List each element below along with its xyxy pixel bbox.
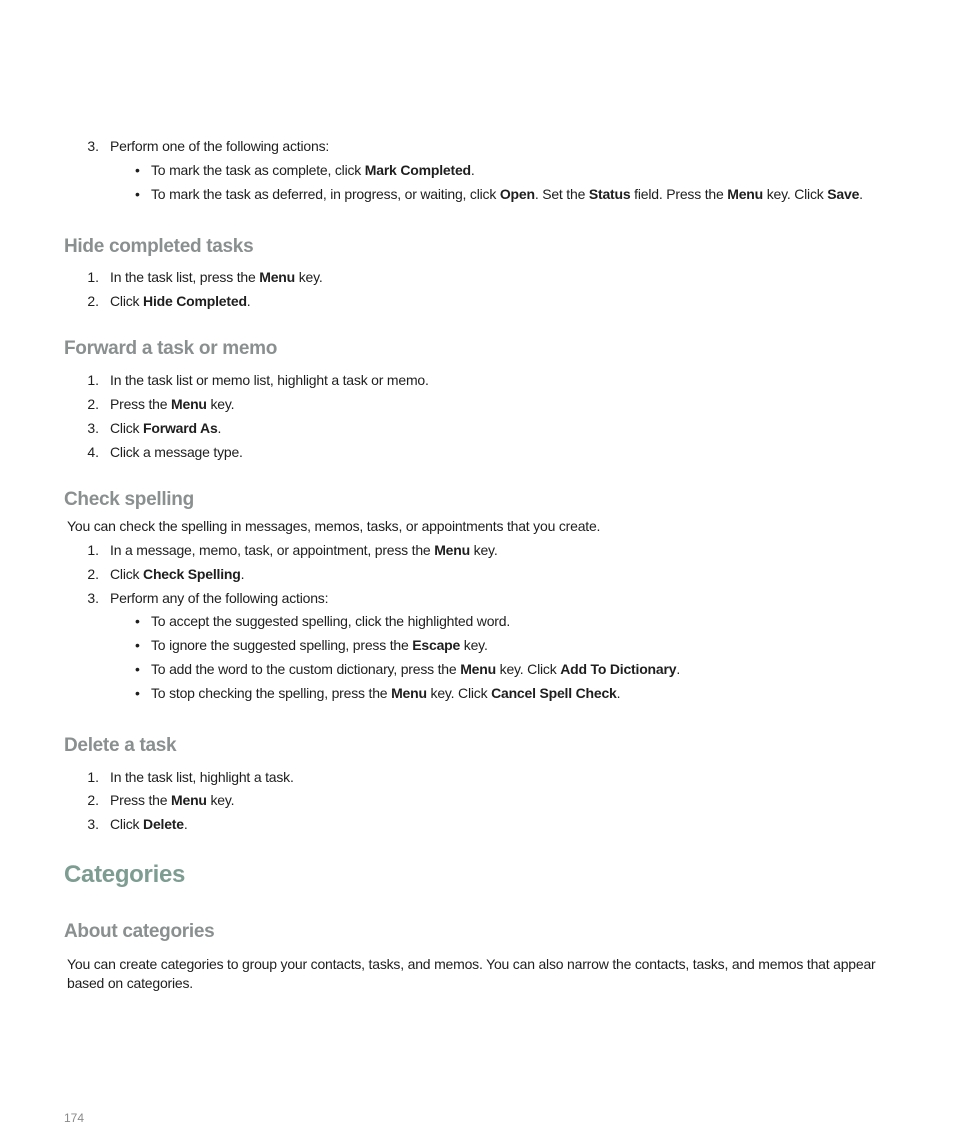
chapter-heading-categories: Categories — [64, 861, 186, 888]
section-heading-about-categories: About categories — [64, 921, 215, 942]
section-heading-check-spelling: Check spelling — [64, 489, 194, 510]
section-intro: You can check the spelling in messages, memos, tasks, or appointments that you create. — [67, 518, 601, 534]
bullet-text: To ignore the suggested spelling, press the Escape key. — [151, 637, 488, 653]
bullet-icon: • — [135, 162, 140, 178]
bullet-icon: • — [135, 637, 140, 653]
bullet-icon: • — [135, 186, 140, 202]
step-number: 3. — [87, 590, 99, 606]
bullet-text: To stop checking the spelling, press the Menu key. Click Cancel Spell Check. — [151, 685, 621, 701]
bullet-text: To accept the suggested spelling, click the highlighted word. — [151, 613, 511, 629]
step-text: Click Check Spelling. — [110, 566, 245, 582]
step-number: 1. — [87, 769, 99, 785]
step-number: 4. — [87, 444, 99, 460]
step-text: Click a message type. — [110, 444, 243, 460]
step-number: 2. — [87, 566, 99, 582]
section-heading-hide-completed: Hide completed tasks — [64, 236, 254, 257]
step-number: 3. — [87, 420, 99, 436]
bullet-text: To mark the task as deferred, in progress, or waiting, click Open. Set the Status field. Press the Menu key. Click Save. — [151, 186, 863, 202]
step-number: 3. — [87, 816, 99, 832]
bullet-icon: • — [135, 613, 140, 629]
bullet-icon: • — [135, 685, 140, 701]
bullet-text: To add the word to the custom dictionary, press the Menu key. Click Add To Dictionary. — [151, 661, 681, 677]
step-number: 1. — [87, 542, 99, 558]
step-number: 2. — [87, 792, 99, 808]
bullet-text: To mark the task as complete, click Mark Completed. — [151, 162, 475, 178]
section-heading-delete-task: Delete a task — [64, 735, 177, 756]
step-text: Click Forward As. — [110, 420, 222, 436]
step-text: Perform any of the following actions: — [110, 590, 329, 606]
step-text: In a message, memo, task, or appointment, press the Menu key. — [110, 542, 498, 558]
about-categories-paragraph: You can create categories to group your contacts, tasks, and memos. You can also narrow the contacts, tasks, and memos that appear based on categories. — [67, 956, 876, 991]
step-number: 1. — [87, 372, 99, 388]
step-text: Click Delete. — [110, 816, 188, 832]
step-text: Press the Menu key. — [110, 792, 235, 808]
step-text: In the task list, press the Menu key. — [110, 269, 323, 285]
step-text: Perform one of the following actions: — [110, 138, 330, 154]
bullet-icon: • — [135, 661, 140, 677]
step-number: 1. — [87, 269, 99, 285]
step-text: In the task list or memo list, highlight a task or memo. — [110, 372, 429, 388]
section-heading-forward: Forward a task or memo — [64, 338, 278, 359]
step-number: 2. — [87, 293, 99, 309]
step-text: Press the Menu key. — [110, 396, 235, 412]
step-number: 3. — [87, 138, 99, 154]
step-text: In the task list, highlight a task. — [110, 769, 294, 785]
step-text: Click Hide Completed. — [110, 293, 251, 309]
page-number: 174 — [64, 1111, 85, 1125]
step-number: 2. — [87, 396, 99, 412]
